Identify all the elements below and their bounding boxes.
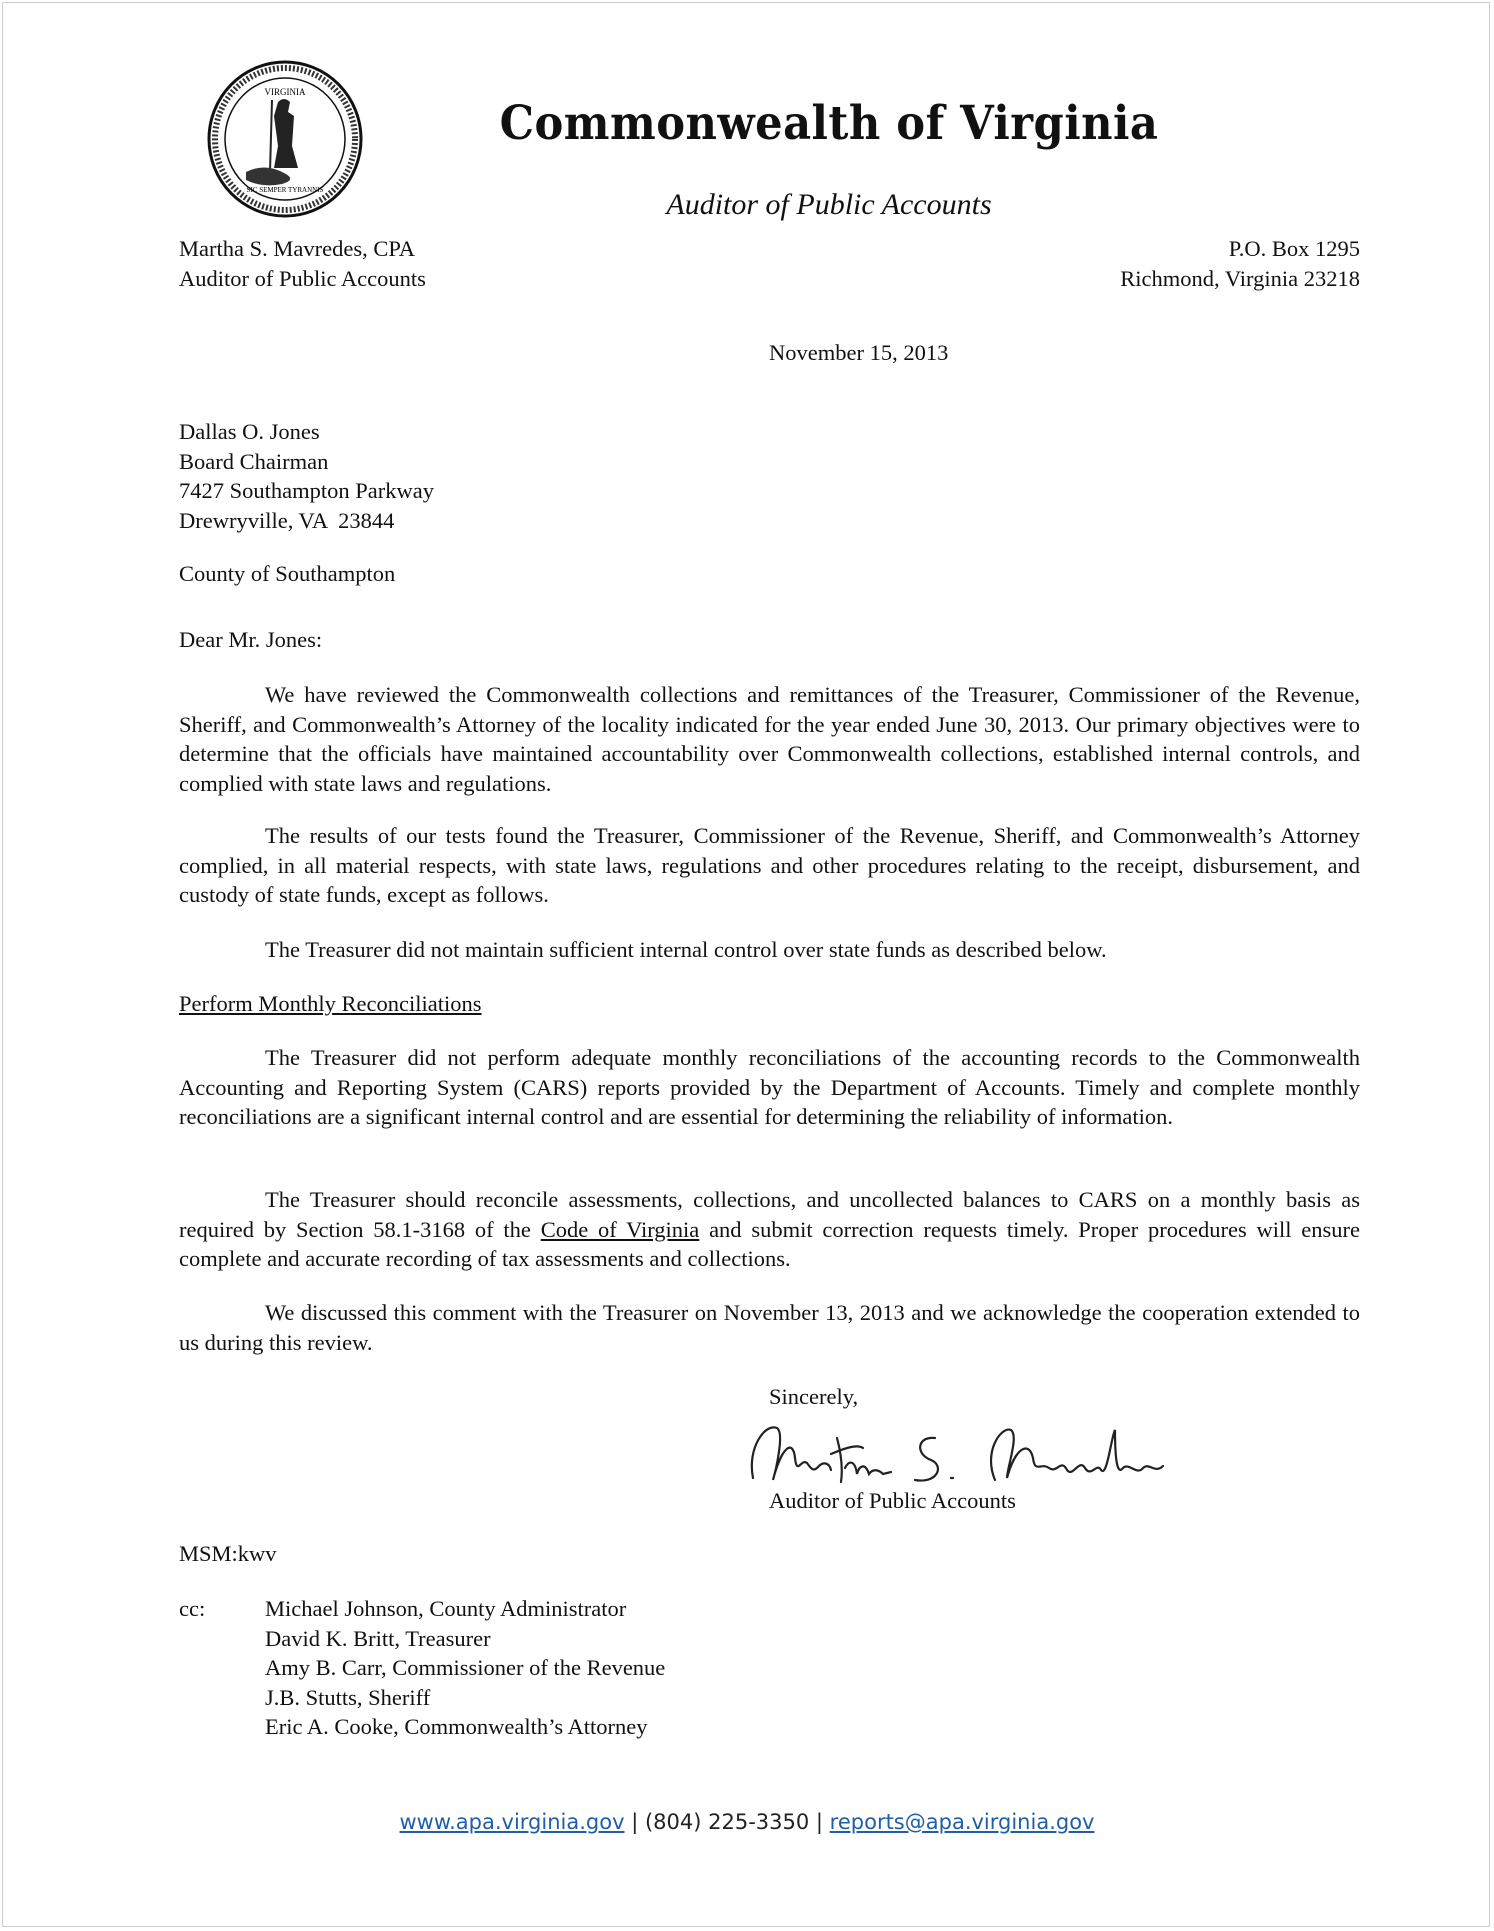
cc-recipient: Michael Johnson, County Administrator (265, 1596, 627, 1621)
sender-block (179, 234, 426, 293)
recipient-line: Board Chairman (179, 448, 329, 474)
code-of-virginia-citation: Code of Virginia (540, 1216, 700, 1242)
cc-recipient: Amy B. Carr, Commissioner of the Revenue (265, 1655, 666, 1680)
cc-recipient: Eric A. Cooke, Commonwealth’s Attorney (265, 1714, 648, 1739)
phone-number: (804) 225-3350 (644, 1810, 810, 1834)
paragraph-1: We have reviewed the Commonwealth collections and remittances of the Treasurer, Commissioner of the Revenue, Sheriff, and Commonwealth’s Attorney of the locality indicated for the year ended June 30, 2013. Our primary objectives were to determine that the officials have maintained accountability over Commonwealth collections, established internal controls, and complied with state laws and regulations. (179, 682, 1360, 796)
paragraph-3: The Treasurer did not maintain sufficient internal control over state funds as described below. (265, 937, 1107, 962)
paragraph-5 (179, 1185, 1360, 1274)
paragraph-5-text: The Treasurer should reconcile assessments, collections, and uncollected balances to CARS on a monthly basis as required by Section 58.1-3168 of the (179, 1187, 1360, 1242)
footer-separator: | (815, 1810, 823, 1834)
recipient-line: Dallas O. Jones (179, 419, 320, 444)
email-link[interactable]: reports@apa.virginia.gov (829, 1810, 1095, 1834)
cc-label: cc: (179, 1596, 206, 1621)
cc-recipients (265, 1594, 665, 1742)
address-line: Richmond, Virginia 23218 (1120, 265, 1360, 291)
valediction: Sincerely, (769, 1384, 859, 1409)
reference-initials: MSM:kwv (179, 1541, 277, 1566)
signer-title: Auditor of Public Accounts (769, 1488, 1016, 1513)
sender-title: Auditor of Public Accounts (179, 265, 426, 291)
paragraph-6: We discussed this comment with the Treasurer on November 13, 2013 and we acknowledge the cooperation extended to us during this review. (179, 1300, 1360, 1355)
paragraph-2: The results of our tests found the Treasurer, Commissioner of the Revenue, Sheriff, and Commonwealth’s Attorney complied, in all material respects, with state laws, regulations and other procedures relating to the receipt, disbursement, and custody of state funds, except as follows. (179, 823, 1360, 907)
footer-contact (0, 1810, 1494, 1834)
section-heading-text: Perform Monthly Reconciliations (179, 991, 482, 1016)
cc-recipient: David K. Britt, Treasurer (265, 1625, 491, 1651)
letter-date: November 15, 2013 (769, 340, 949, 365)
recipient-line: 7427 Southampton Parkway (179, 478, 434, 503)
letterhead-subtitle: Auditor of Public Accounts (666, 188, 992, 221)
sender-name: Martha S. Mavredes, CPA (179, 236, 416, 261)
salutation: Dear Mr. Jones: (179, 627, 323, 652)
recipient-county: County of Southampton (179, 561, 396, 586)
cc-list (179, 1594, 665, 1742)
recipient-line: Drewryville, VA 23844 (179, 507, 395, 533)
footer-separator: | (631, 1810, 639, 1834)
cc-recipient: J.B. Stutts, Sheriff (265, 1684, 431, 1710)
recipient-address (179, 417, 1360, 535)
section-heading (179, 989, 1360, 1019)
svg-text:VIRGINIA: VIRGINIA (264, 87, 306, 97)
paragraph-4: The Treasurer did not perform adequate monthly reconciliations of the accounting records to the Commonwealth Accounting and Reporting System (CARS) reports provided by the Department of Accounts. Timely and complete monthly reconciliations are a significant internal control and are essential for determining the reliability of information. (179, 1045, 1360, 1129)
letterhead-title: Commonwealth of Virginia (499, 96, 1159, 151)
address-line: P.O. Box 1295 (1228, 236, 1360, 261)
website-link[interactable]: www.apa.virginia.gov (399, 1810, 625, 1834)
office-address (900, 234, 1360, 293)
svg-text:SIC SEMPER TYRANNIS: SIC SEMPER TYRANNIS (246, 186, 324, 194)
paragraph-5-text: and submit correction requests timely. Proper procedures will ensure complete and accurate recording of tax assessments and collections. (179, 1216, 1360, 1271)
